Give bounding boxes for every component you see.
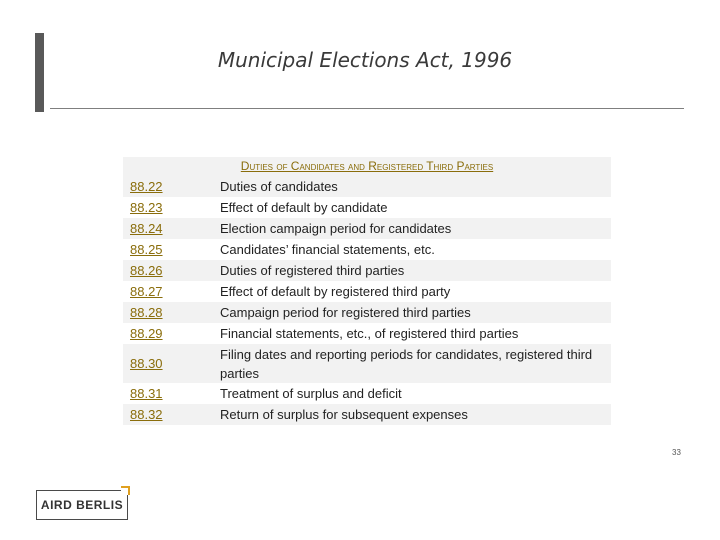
table-row (123, 404, 611, 425)
section-link[interactable]: 88.25 (130, 242, 163, 257)
page-number: 33 (672, 448, 681, 457)
section-description: Duties of registered third parties (220, 263, 405, 278)
section-description: Return of surplus for subsequent expenses (220, 407, 468, 422)
section-description: Financial statements, etc., of registered third parties (220, 326, 519, 341)
section-link[interactable]: 88.24 (130, 221, 163, 236)
table-row (123, 323, 611, 344)
table-row (123, 176, 611, 197)
table-row (123, 281, 611, 302)
section-description: Candidates’ financial statements, etc. (220, 242, 435, 257)
table-row (123, 239, 611, 260)
table-row (123, 197, 611, 218)
section-description: Duties of candidates (220, 179, 338, 194)
table-row (123, 302, 611, 323)
section-link[interactable]: 88.26 (130, 263, 163, 278)
table-row (123, 218, 611, 239)
logo-text: AIRD BERLIS (40, 498, 124, 512)
section-link[interactable]: 88.22 (130, 179, 163, 194)
section-description: Effect of default by candidate (220, 200, 388, 215)
table-row (123, 344, 611, 383)
table-row (123, 260, 611, 281)
section-link[interactable]: 88.32 (130, 407, 163, 422)
table-row (123, 383, 611, 404)
section-link[interactable]: 88.30 (130, 356, 163, 371)
logo-corner-accent (121, 486, 130, 495)
accent-bar (35, 33, 44, 112)
section-description: Effect of default by registered third party (220, 284, 451, 299)
aird-berlis-logo (36, 490, 128, 520)
section-link[interactable]: 88.27 (130, 284, 163, 299)
section-description: Campaign period for registered third parties (220, 305, 471, 320)
section-description: Filing dates and reporting periods for candidates, registered third parties (220, 346, 593, 381)
section-description: Election campaign period for candidates (220, 221, 452, 236)
slide-title: Municipal Elections Act, 1996 (217, 48, 513, 72)
section-link[interactable]: 88.23 (130, 200, 163, 215)
table-header[interactable]: Duties of Candidates and Registered Third Parties (123, 157, 611, 176)
section-description: Treatment of surplus and deficit (220, 386, 402, 401)
section-link[interactable]: 88.31 (130, 386, 163, 401)
sections-table (123, 157, 611, 425)
title-divider (50, 108, 684, 109)
section-link[interactable]: 88.28 (130, 305, 163, 320)
section-link[interactable]: 88.29 (130, 326, 163, 341)
